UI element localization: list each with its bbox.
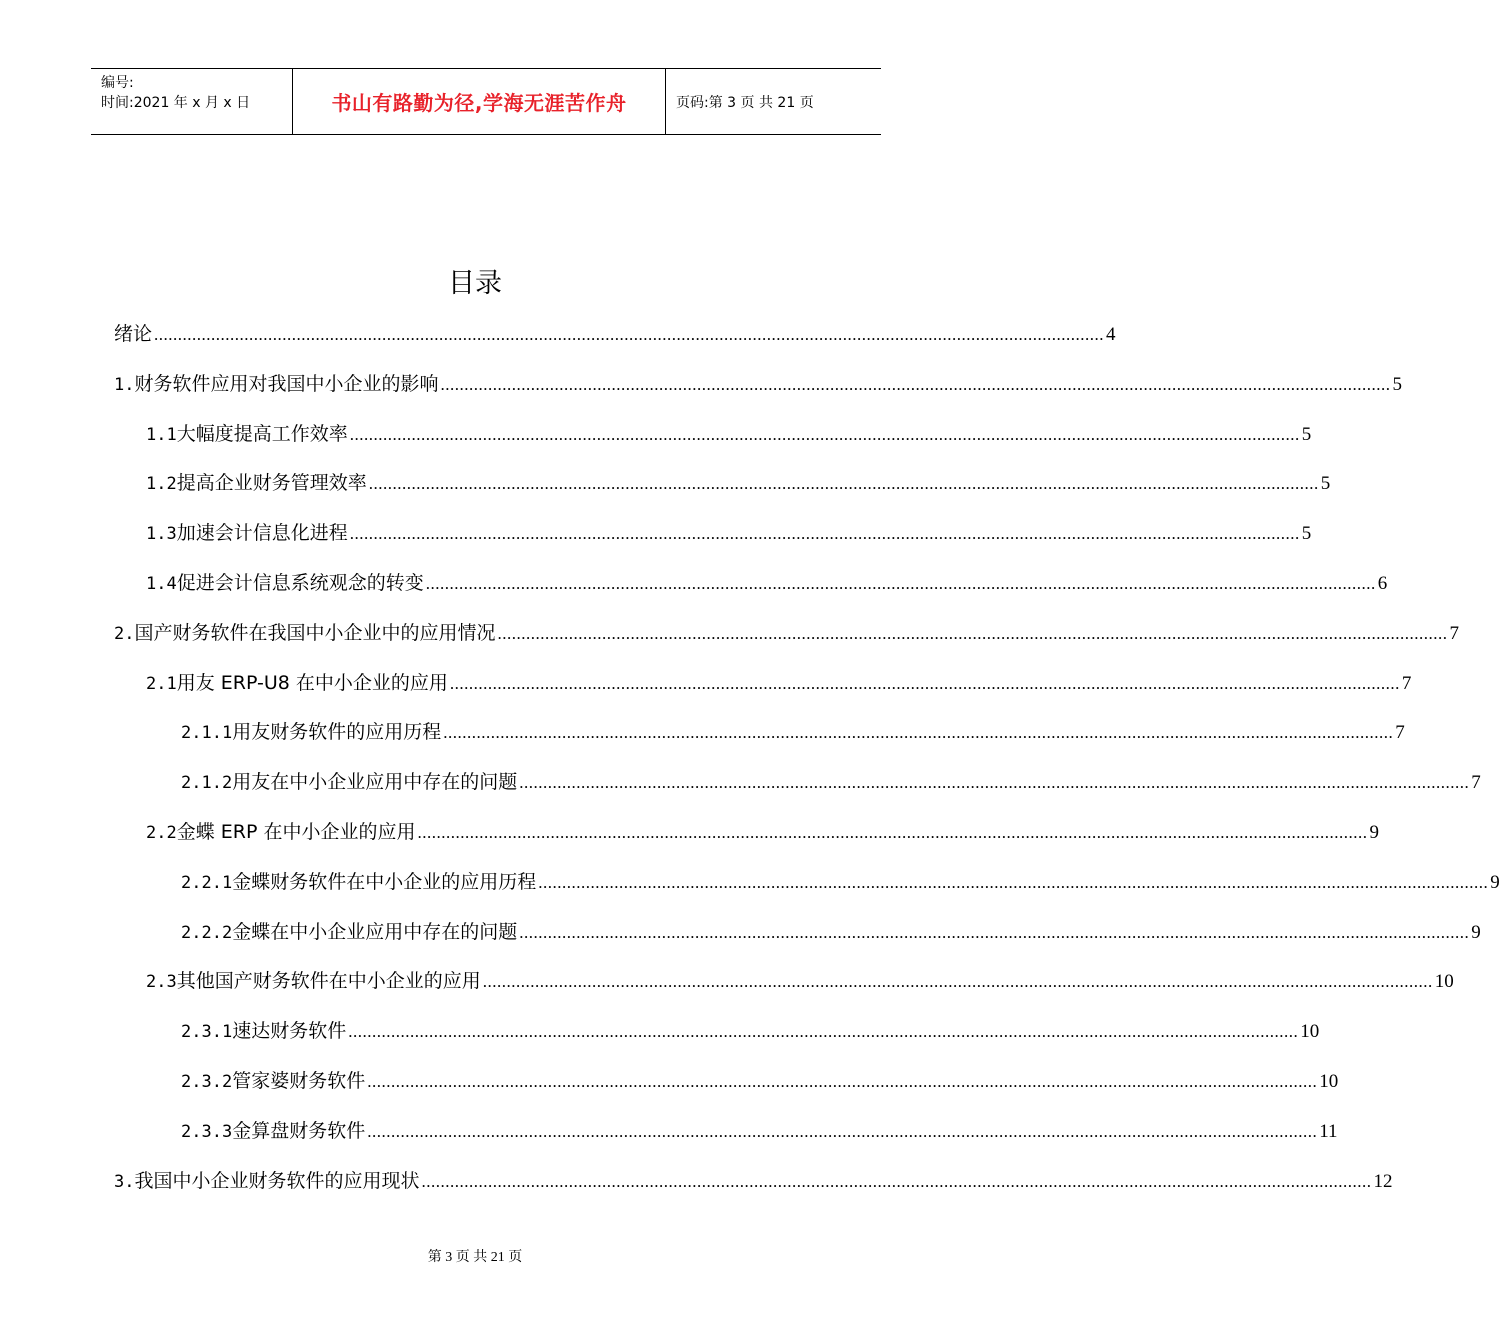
toc-title: 目录 xyxy=(448,268,502,299)
toc-leader-dots: ........................................................................................................................................................................................................ xyxy=(425,574,1376,593)
header-page-info: 页码:第 3 页 共 21 页 xyxy=(676,94,814,111)
toc-entry-title: 金蝶在中小企业应用中存在的问题 xyxy=(232,920,518,943)
toc-entry-number: 2.3.1 xyxy=(181,1022,233,1043)
toc-entry-page: 12 xyxy=(1373,1170,1393,1192)
toc-entry-number: 2. xyxy=(114,623,135,644)
toc-entry-number: 1.4 xyxy=(146,574,177,594)
toc-entry-title: 用友在中小企业应用中存在的问题 xyxy=(232,771,518,794)
toc-leader-dots: ........................................................................................................................................................................................................ xyxy=(421,1171,1372,1191)
toc-entry-number: 2.3.3 xyxy=(181,1121,233,1142)
toc-entry-title: 金蝶财务软件在中小企业的应用历程 xyxy=(232,870,537,893)
toc-entry[interactable] xyxy=(146,819,1379,846)
header-motto: 书山有路勤为径,学海无涯苦作舟 xyxy=(293,69,666,134)
toc-entry-page: 4 xyxy=(1106,324,1116,345)
toc-entry-title: 提高企业财务管理效率 xyxy=(176,472,367,495)
toc-entry-title: 用友财务软件的应用历程 xyxy=(232,721,442,744)
toc-entry-title: 管家婆财务软件 xyxy=(232,1070,366,1092)
time-label: 时间:2021 年 x 月 x 日 xyxy=(101,95,251,111)
toc-entry-page: 10 xyxy=(1434,971,1454,993)
toc-entry-number: 2.1 xyxy=(146,673,177,694)
toc-entry-title: 财务软件应用对我国中小企业的影响 xyxy=(134,372,439,395)
toc-entry-title: 金蝶 ERP 在中小企业的应用 xyxy=(176,821,416,843)
toc-entry-title: 其他国产财务软件在中小企业的应用 xyxy=(176,970,481,993)
toc-entry-title: 加速会计信息化进程 xyxy=(176,522,348,545)
toc-entry[interactable] xyxy=(146,968,1454,995)
toc-leader-dots: ........................................................................................................................................................................................................ xyxy=(367,1121,1318,1141)
page-footer: 第 3 页 共 21 页 xyxy=(427,1250,523,1265)
toc-entry-title: 用友 ERP-U8 在中小企业的应用 xyxy=(176,671,448,694)
toc-entry-number: 1. xyxy=(114,374,135,395)
toc-leader-dots: ........................................................................................................................................................................................................ xyxy=(348,1022,1299,1042)
toc-leader-dots: ........................................................................................................................................................................................................ xyxy=(349,524,1300,544)
toc-entry[interactable] xyxy=(181,869,1500,896)
toc-entry-title: 速达财务软件 xyxy=(232,1020,347,1043)
toc-entry[interactable] xyxy=(146,520,1312,547)
toc-entry-title: 大幅度提高工作效率 xyxy=(176,422,348,445)
toc-entry-number: 3. xyxy=(114,1171,135,1192)
toc-entry[interactable] xyxy=(146,421,1312,448)
toc-entry-title: 金算盘财务软件 xyxy=(232,1119,366,1142)
toc-entry-page: 5 xyxy=(1392,373,1402,395)
toc-entry-number: 2.2 xyxy=(146,823,177,843)
toc-leader-dots: ........................................................................................................................................................................................................ xyxy=(440,374,1391,394)
toc-entry-number: 1.1 xyxy=(146,424,177,445)
toc-entry[interactable] xyxy=(146,470,1331,497)
toc-entry-page: 10 xyxy=(1300,1021,1320,1043)
toc-entry-page: 7 xyxy=(1401,672,1412,694)
toc-entry-number: 1.2 xyxy=(146,474,177,495)
toc-entry-page: 7 xyxy=(1449,622,1459,644)
toc-leader-dots: ........................................................................................................................................................................................................ xyxy=(349,424,1300,444)
toc-entry[interactable] xyxy=(114,321,1116,348)
toc-entry[interactable] xyxy=(181,1118,1338,1145)
toc-entry-number: 2.3 xyxy=(146,972,177,993)
toc-leader-dots: ........................................................................................................................................................................................................ xyxy=(519,773,1470,793)
header-meta xyxy=(91,69,293,134)
toc-leader-dots: ........................................................................................................................................................................................................ xyxy=(519,922,1470,942)
toc-entry[interactable] xyxy=(181,769,1481,796)
toc-leader-dots: ........................................................................................................................................................................................................ xyxy=(368,474,1319,494)
toc-entry-title: 促进会计信息系统观念的转变 xyxy=(176,572,424,594)
toc-leader-dots: ........................................................................................................................................................................................................ xyxy=(497,623,1448,643)
toc-entry-title: 国产财务软件在我国中小企业中的应用情况 xyxy=(134,621,496,644)
toc-entry[interactable] xyxy=(146,570,1388,597)
toc-entry[interactable] xyxy=(181,1018,1320,1045)
toc-entry-number: 2.2.1 xyxy=(181,872,233,893)
toc-entry-page: 7 xyxy=(1471,772,1481,794)
toc-entry[interactable] xyxy=(181,1068,1339,1095)
number-label: 编号: xyxy=(101,75,134,91)
toc-entry-title: 我国中小企业财务软件的应用现状 xyxy=(134,1169,420,1192)
toc-entry-page: 9 xyxy=(1490,871,1500,893)
toc-entry-number: 1.3 xyxy=(146,524,177,545)
toc-entry[interactable] xyxy=(181,719,1405,746)
toc-leader-dots: ........................................................................................................................................................................................................ xyxy=(449,673,1400,693)
toc-entry-page: 9 xyxy=(1369,822,1379,843)
toc-leader-dots: ........................................................................................................................................................................................................ xyxy=(367,1072,1318,1091)
toc-entry[interactable] xyxy=(114,371,1402,398)
toc-entry-page: 7 xyxy=(1395,722,1405,744)
toc-entry-page: 10 xyxy=(1319,1071,1339,1092)
toc-leader-dots: ........................................................................................................................................................................................................ xyxy=(154,325,1105,344)
toc-leader-dots: ........................................................................................................................................................................................................ xyxy=(443,723,1394,743)
toc-entry-number: 2.1.1 xyxy=(181,723,233,744)
toc-entry[interactable] xyxy=(146,670,1412,697)
toc-entry-page: 6 xyxy=(1377,573,1388,594)
toc-leader-dots: ........................................................................................................................................................................................................ xyxy=(538,872,1489,892)
toc-entry-page: 9 xyxy=(1471,921,1481,943)
toc-entry[interactable] xyxy=(181,919,1481,946)
toc-entry-number: 2.1.2 xyxy=(181,773,233,794)
page-header xyxy=(91,68,881,135)
toc-leader-dots: ........................................................................................................................................................................................................ xyxy=(417,823,1368,842)
toc-entry-number: 2.2.2 xyxy=(181,922,233,943)
toc-entry-number: 2.3.2 xyxy=(181,1072,233,1092)
toc-entry-title: 绪论 xyxy=(114,323,153,345)
toc-entry-page: 5 xyxy=(1301,523,1312,545)
toc-entry-page: 5 xyxy=(1320,473,1331,495)
toc-leader-dots: ........................................................................................................................................................................................................ xyxy=(482,972,1433,992)
toc-entry-page: 11 xyxy=(1319,1120,1338,1142)
toc-entry[interactable] xyxy=(114,620,1459,647)
toc-entry[interactable] xyxy=(114,1168,1393,1195)
toc-entry-page: 5 xyxy=(1301,423,1312,445)
